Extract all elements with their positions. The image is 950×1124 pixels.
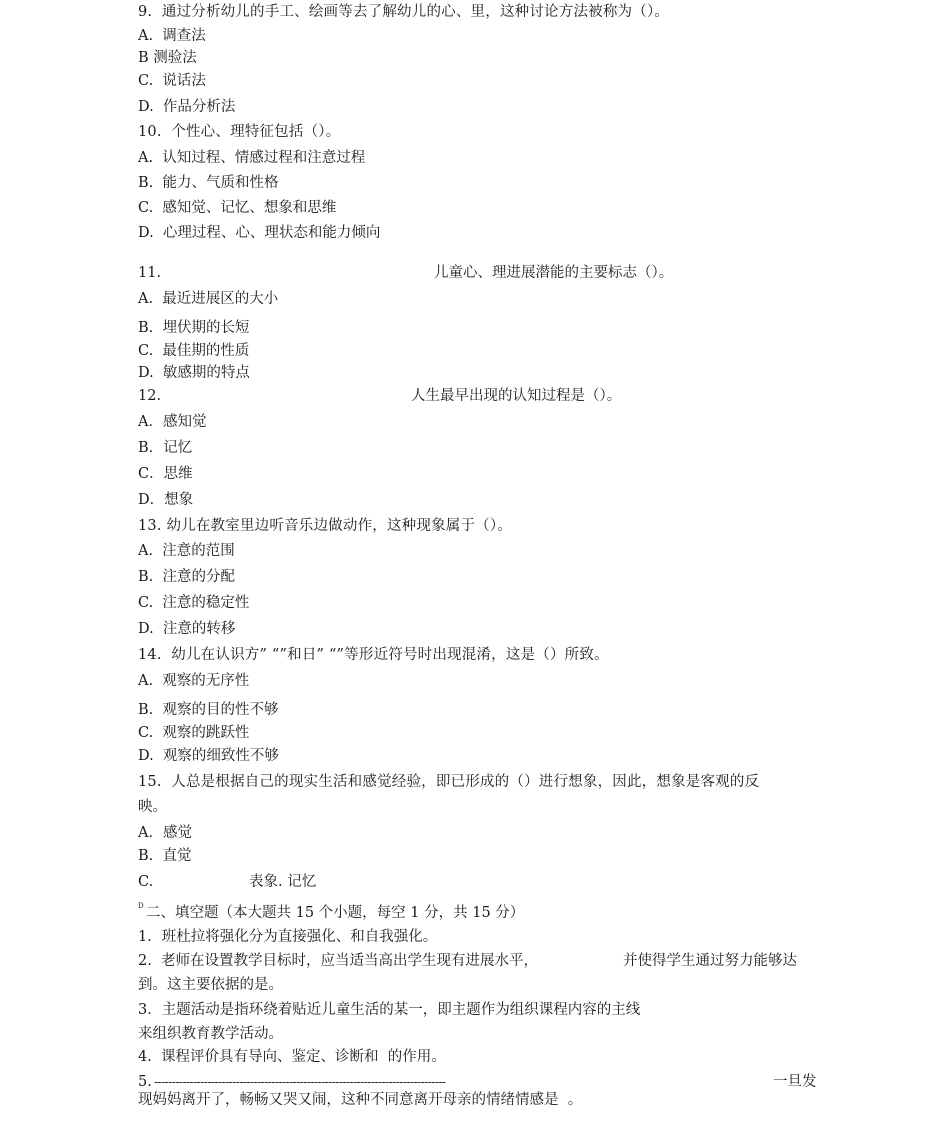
q12-option-c: C．思维 <box>138 466 193 482</box>
q13-option-a: A. 注意的范围 <box>138 543 235 559</box>
q14-option-c: C. 观察的跳跃性 <box>138 725 250 741</box>
q12-option-a: A．感知觉 <box>138 414 207 430</box>
q12-number: 12. <box>138 388 162 404</box>
q10-option-d: D. 心理过程、心、理状态和能力倾向 <box>138 225 381 241</box>
q12-option-d: D．想象 <box>138 492 194 508</box>
q9-option-d: D. 作品分析法 <box>138 99 236 115</box>
q15-stem-line2: 映。 <box>138 799 167 815</box>
fill-q5-dash-line: ---------------------------------------------------------------------------------- <box>154 1075 446 1089</box>
fill-q4: 4. 课程评价具有导向、鉴定、诊断和 的作用。 <box>138 1049 446 1065</box>
q11-stem: 儿童心、理进展潜能的主要标志（）。 <box>434 265 674 281</box>
q9-stem: 9. 通过分析幼儿的手工、绘画等去了解幼儿的心、里，这种讨论方法被称为（）。 <box>138 4 670 20</box>
fill-q2-part2: 并使得学生通过努力能够达 <box>623 953 797 969</box>
q10-stem: 10. 个性心、理特征包括（）。 <box>138 124 341 140</box>
q10-option-a: A. 认知过程、情感过程和注意过程 <box>138 150 366 166</box>
q14-option-d: D. 观察的细致性不够 <box>138 748 279 764</box>
q11-option-a: A. 最近进展区的大小 <box>138 291 279 307</box>
q15-stem-line1: 15. 人总是根据自己的现实生活和感觉经验，即已形成的（）进行想象，因此，想象是客观的反 <box>138 774 760 790</box>
q15-option-c-text: 表象. 记忆 <box>249 874 317 890</box>
q9-option-a: A. 调查法 <box>138 28 206 44</box>
q14-option-a: A. 观察的无序性 <box>138 673 250 689</box>
section-mark: D <box>138 902 144 910</box>
q14-option-b: B. 观察的目的性不够 <box>138 702 279 718</box>
fill-q1: 1．班杜拉将强化分为直接强化、和自我强化。 <box>138 929 438 945</box>
q14-stem: 14. 幼儿在认识方” “”和日” “”等形近符号时出现混淆，这是（）所致。 <box>138 647 609 663</box>
q13-stem: 13. 幼儿在教室里边听音乐边做动作，这种现象属于（）。 <box>138 518 513 534</box>
q13-option-c: C. 注意的稳定性 <box>138 595 250 611</box>
q13-option-b: B. 注意的分配 <box>138 569 235 585</box>
q11-option-d: D. 敏感期的特点 <box>138 365 250 381</box>
q12-stem: 人生最早出现的认知过程是（）。 <box>411 388 622 404</box>
fill-q5-number: 5. <box>138 1074 152 1090</box>
section2-heading: 二、填空题（本大题共 15 个小题，每空 1 分，共 15 分） <box>146 905 525 921</box>
q11-option-c: C. 最佳期的性质 <box>138 343 250 359</box>
fill-q2-part3: 到。这主要依据的是。 <box>138 977 283 993</box>
q9-option-c: C. 说话法 <box>138 73 206 89</box>
q15-option-c-label: C. <box>138 874 154 890</box>
q12-option-b: B．记忆 <box>138 440 193 456</box>
q11-number: 11. <box>138 265 162 281</box>
fill-q3-part2: 来组织教育教学活动。 <box>138 1026 283 1042</box>
q13-option-d: D. 注意的转移 <box>138 621 236 637</box>
q11-option-b: B. 埋伏期的长短 <box>138 320 250 336</box>
q15-option-a: A．感觉 <box>138 825 192 841</box>
q10-option-b: B. 能力、气质和性格 <box>138 175 279 191</box>
q10-option-c: C. 感知觉、记忆、想象和思维 <box>138 200 337 216</box>
fill-q5-line2: 现妈妈离开了，畅畅又哭又闹，这种不同意离开母亲的情绪情感是 。 <box>138 1092 583 1108</box>
q9-option-b: B 测验法 <box>138 50 197 66</box>
fill-q2-part1: 2. 老师在设置教学目标时，应当适当高出学生现有进展水平， <box>138 953 539 969</box>
fill-q3-part1: 3．主题活动是指环绕着贴近儿童生活的某一，即主题作为组织课程内容的主线 <box>138 1002 641 1018</box>
q15-option-b: B. 直觉 <box>138 848 192 864</box>
fill-q5-tail: 一旦发 <box>773 1074 817 1090</box>
